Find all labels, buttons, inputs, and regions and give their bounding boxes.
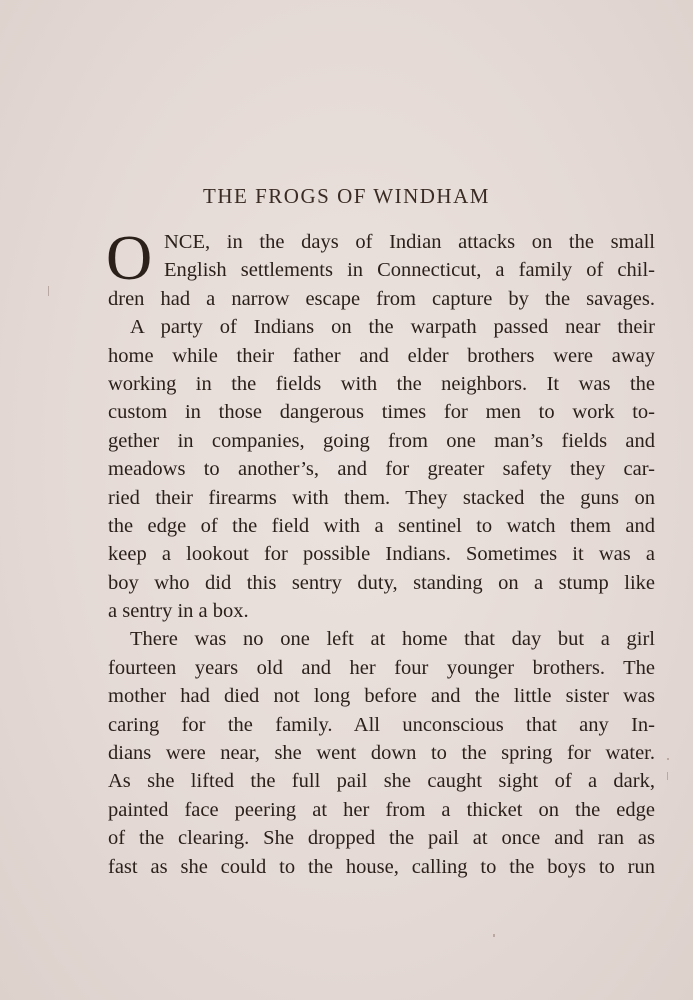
paper-blemish	[667, 758, 669, 760]
text-line: dians were near, she went down to the spring for water.	[108, 742, 655, 765]
text-line: meadows to another’s, and for greater safety they car-	[108, 458, 655, 481]
text-line: the edge of the field with a sentinel to watch them and	[108, 514, 655, 537]
text-line: custom in those dangerous times for men to work to-	[108, 401, 655, 424]
text-line: There was no one left at home that day but a girl	[130, 628, 655, 651]
text-line: mother had died not long before and the little sister was	[108, 685, 655, 708]
text-line: home while their father and elder brothers were away	[108, 344, 655, 367]
text-line: A party of Indians on the warpath passed near their	[130, 316, 655, 339]
text-line: painted face peering at her from a thicket on the edge	[108, 798, 655, 821]
text-line: gether in companies, going from one man’s fields and	[108, 429, 655, 452]
text-line: keep a lookout for possible Indians. Sometimes it was a	[108, 543, 655, 566]
text-line: a sentry in a box.	[108, 600, 249, 623]
paper-blemish	[48, 286, 49, 296]
body-text	[106, 222, 655, 881]
paper-blemish	[667, 772, 668, 780]
text-line: English settlements in Connecticut, a family of chil-	[164, 259, 655, 282]
text-line: NCE, in the days of Indian attacks on the small	[164, 231, 655, 253]
text-line: fast as she could to the house, calling to the boys to run	[108, 855, 655, 878]
text-line: boy who did this sentry duty, standing on a stump like	[108, 571, 655, 594]
text-line: As she lifted the full pail she caught sight of a dark,	[108, 770, 655, 793]
text-line: fourteen years old and her four younger brothers. The	[108, 656, 655, 679]
text-line: working in the fields with the neighbors. It was the	[108, 372, 655, 395]
text-line: ried their firearms with them. They stacked the guns on	[108, 486, 655, 509]
drop-cap: O	[106, 222, 153, 293]
chapter-title: THE FROGS OF WINDHAM	[203, 184, 490, 208]
text-line: of the clearing. She dropped the pail at once and ran as	[108, 827, 655, 850]
text-line: dren had a narrow escape from capture by the savages.	[108, 287, 655, 310]
paper-blemish	[493, 934, 495, 937]
text-line: caring for the family. All unconscious that any In-	[108, 713, 655, 736]
